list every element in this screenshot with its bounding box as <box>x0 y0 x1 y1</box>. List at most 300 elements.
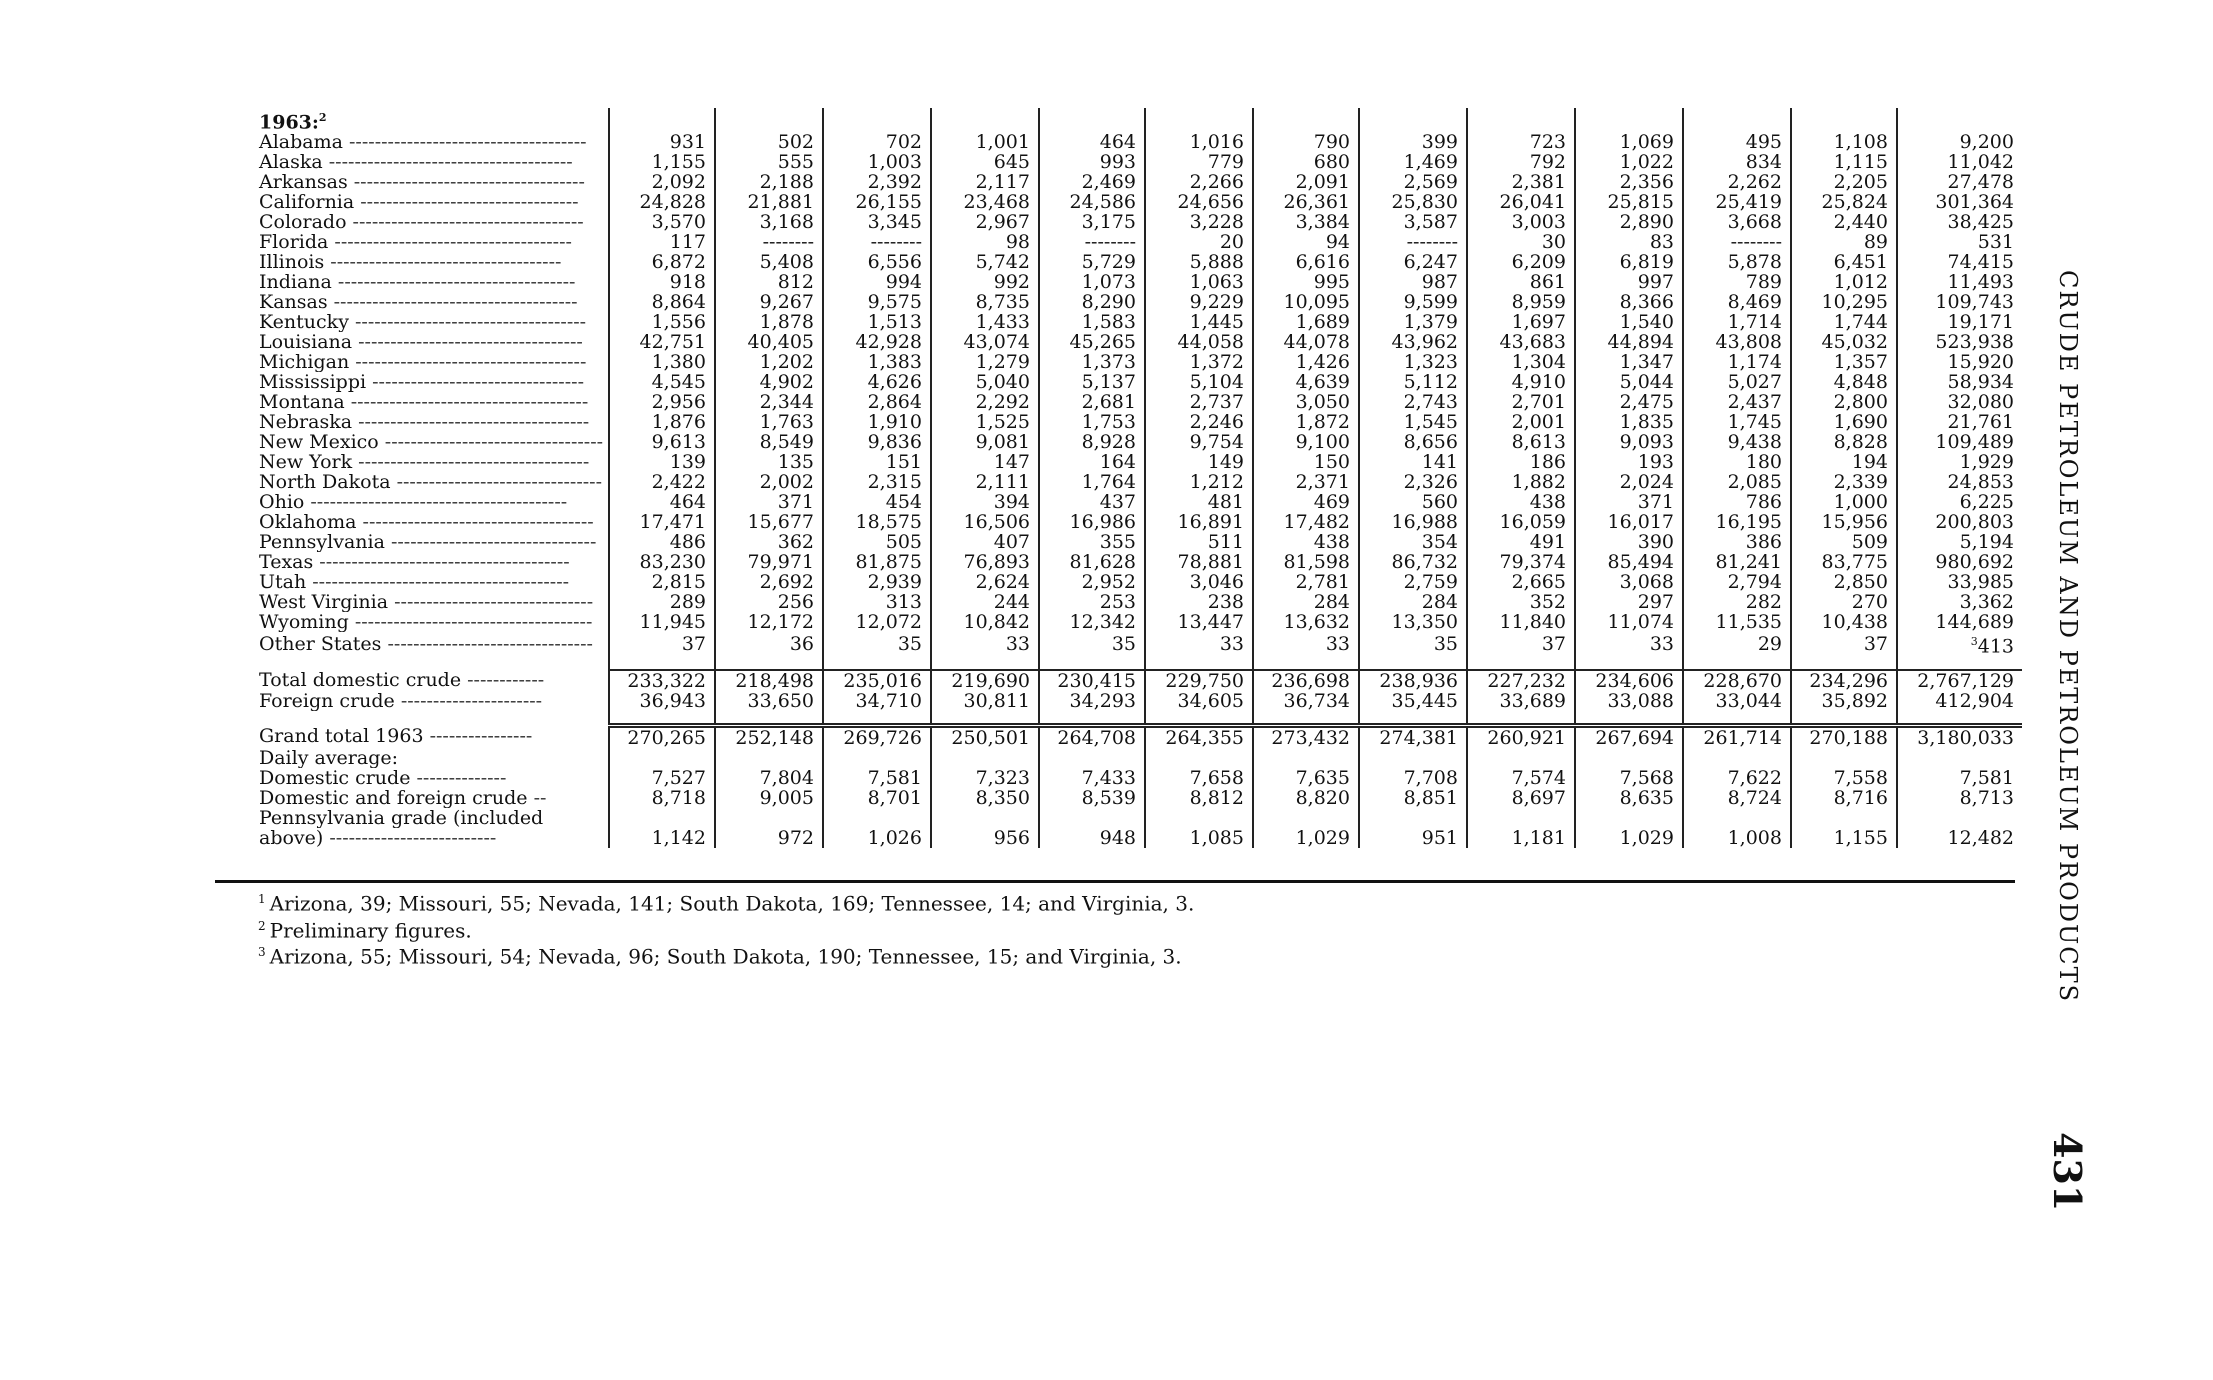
row-label-text: Alaska <box>259 152 323 173</box>
pennsylvania-grade-row-2 <box>215 828 2022 848</box>
table-cell <box>1897 748 2022 768</box>
table-cell: 218,498 <box>715 670 823 691</box>
table-cell: 2,956 <box>609 392 715 412</box>
table-cell: 412,904 <box>1897 691 2022 711</box>
table-cell: 486 <box>609 532 715 552</box>
table-cell: 19,171 <box>1897 312 2022 332</box>
table-cell: 230,415 <box>1039 670 1145 691</box>
table-cell: 4,848 <box>1791 372 1897 392</box>
table-cell: 4,626 <box>823 372 931 392</box>
dot-leader: --------------------------------------- <box>313 552 570 573</box>
table-cell: 58,934 <box>1897 372 2022 392</box>
row-label <box>215 828 609 848</box>
table-cell: 244 <box>931 592 1039 612</box>
table-cell: 29 <box>1683 632 1791 656</box>
table-cell: 35 <box>1039 632 1145 656</box>
table-cell: 117 <box>609 232 715 252</box>
table-cell: 2,890 <box>1575 212 1683 232</box>
table-cell: 8,735 <box>931 292 1039 312</box>
table-cell: 34,293 <box>1039 691 1145 711</box>
table-cell: 43,683 <box>1467 332 1575 352</box>
table-cell <box>1145 808 1253 828</box>
table-cell: 1,008 <box>1683 828 1791 848</box>
table-cell: 362 <box>715 532 823 552</box>
table-cell: 972 <box>715 828 823 848</box>
table-cell <box>1145 711 1253 726</box>
table-cell: 227,232 <box>1467 670 1575 691</box>
table-cell: 8,713 <box>1897 788 2022 808</box>
table-cell: 32,080 <box>1897 392 2022 412</box>
table-cell: 1,745 <box>1683 412 1791 432</box>
state-row <box>215 532 2022 552</box>
table-cell: 1,212 <box>1145 472 1253 492</box>
table-cell: 86,732 <box>1359 552 1467 572</box>
table-cell: 454 <box>823 492 931 512</box>
table-cell: 234,296 <box>1791 670 1897 691</box>
table-cell: 44,058 <box>1145 332 1253 352</box>
state-row <box>215 492 2022 512</box>
table-cell: 1,115 <box>1791 152 1897 172</box>
table-cell: 7,708 <box>1359 768 1467 788</box>
table-cell: 109,743 <box>1897 292 2022 312</box>
table-cell: 8,697 <box>1467 788 1575 808</box>
table-cell: 8,828 <box>1791 432 1897 452</box>
table-cell: 13,632 <box>1253 612 1359 632</box>
dot-leader: ------------------------------------- <box>342 132 587 153</box>
table-cell: 151 <box>823 452 931 472</box>
table-cell: 6,247 <box>1359 252 1467 272</box>
table-cell: 8,549 <box>715 432 823 452</box>
row-label <box>215 612 609 632</box>
table-cell: 9,754 <box>1145 432 1253 452</box>
table-cell: 3,046 <box>1145 572 1253 592</box>
state-row <box>215 192 2022 212</box>
table-cell <box>715 108 823 132</box>
state-row <box>215 432 2022 452</box>
table-cell: 1,753 <box>1039 412 1145 432</box>
row-label <box>215 108 609 132</box>
table-cell <box>1253 711 1359 726</box>
table-cell: 1,142 <box>609 828 715 848</box>
table-cell: 9,599 <box>1359 292 1467 312</box>
table-cell: 956 <box>931 828 1039 848</box>
table-cell: 147 <box>931 452 1039 472</box>
table-cell: 399 <box>1359 132 1467 152</box>
table-cell: 30 <box>1467 232 1575 252</box>
table-cell: 79,971 <box>715 552 823 572</box>
state-row <box>215 392 2022 412</box>
table-cell: 36 <box>715 632 823 656</box>
table-cell: 1,556 <box>609 312 715 332</box>
pennsylvania-grade-row <box>215 808 2022 828</box>
row-label-text: Illinois <box>259 252 325 273</box>
table-cell: 2,326 <box>1359 472 1467 492</box>
daily-domestic-row <box>215 768 2022 788</box>
dot-leader: ------------ <box>461 669 545 691</box>
table-cell <box>823 748 931 768</box>
state-row <box>215 272 2022 292</box>
table-cell: 35 <box>823 632 931 656</box>
table-cell: 26,155 <box>823 192 931 212</box>
table-cell: 25,830 <box>1359 192 1467 212</box>
table-cell: 35,445 <box>1359 691 1467 711</box>
table-cell: 495 <box>1683 132 1791 152</box>
table-cell: 35 <box>1359 632 1467 656</box>
table-cell: 1,347 <box>1575 352 1683 372</box>
foreign-crude-row <box>215 691 2022 711</box>
table-cell: 23,468 <box>931 192 1039 212</box>
table-cell: 180 <box>1683 452 1791 472</box>
table-cell: 33 <box>931 632 1039 656</box>
table-cell: 260,921 <box>1467 725 1575 748</box>
table-cell: 438 <box>1467 492 1575 512</box>
table-cell: 1,383 <box>823 352 931 372</box>
table-cell: 270,188 <box>1791 725 1897 748</box>
table-cell: 1,445 <box>1145 312 1253 332</box>
table-cell: 560 <box>1359 492 1467 512</box>
table-cell: 10,095 <box>1253 292 1359 312</box>
table-cell: 3,587 <box>1359 212 1467 232</box>
table-cell: 11,840 <box>1467 612 1575 632</box>
table-cell: 267,694 <box>1575 725 1683 748</box>
table-cell: 1,304 <box>1467 352 1575 372</box>
table-cell <box>931 748 1039 768</box>
table-cell: 523,938 <box>1897 332 2022 352</box>
table-cell: 9,438 <box>1683 432 1791 452</box>
table-cell: 6,872 <box>609 252 715 272</box>
table-cell <box>1253 108 1359 132</box>
table-cell: 2,469 <box>1039 172 1145 192</box>
table-cell: 1,323 <box>1359 352 1467 372</box>
table-cell: 5,027 <box>1683 372 1791 392</box>
row-label <box>215 392 609 412</box>
table-cell: 193 <box>1575 452 1683 472</box>
table-cell <box>1467 657 1575 670</box>
table-cell: 987 <box>1359 272 1467 292</box>
table-cell: 186 <box>1467 452 1575 472</box>
table-cell: -------- <box>823 232 931 252</box>
table-cell: -------- <box>715 232 823 252</box>
row-label <box>215 412 609 432</box>
table-cell: 256 <box>715 592 823 612</box>
daily-domestic-foreign-row <box>215 788 2022 808</box>
table-cell: 1,108 <box>1791 132 1897 152</box>
table-cell: 89 <box>1791 232 1897 252</box>
table-cell: 1,433 <box>931 312 1039 332</box>
table-cell: 235,016 <box>823 670 931 691</box>
table-cell: 371 <box>715 492 823 512</box>
table-cell: 74,415 <box>1897 252 2022 272</box>
table-cell: 3,228 <box>1145 212 1253 232</box>
table-cell: 17,482 <box>1253 512 1359 532</box>
table-cell: 6,225 <box>1897 492 2022 512</box>
table-cell: 9,005 <box>715 788 823 808</box>
table-cell: 2,392 <box>823 172 931 192</box>
table-cell: 2,437 <box>1683 392 1791 412</box>
table-cell: 1,279 <box>931 352 1039 372</box>
table-cell: 12,072 <box>823 612 931 632</box>
table-cell: 1,690 <box>1791 412 1897 432</box>
table-cell: 1,029 <box>1253 828 1359 848</box>
row-label-text: Kentucky <box>259 312 349 333</box>
table-cell: 236,698 <box>1253 670 1359 691</box>
state-row <box>215 592 2022 612</box>
table-cell <box>1359 657 1467 670</box>
table-cell: 7,527 <box>609 768 715 788</box>
table-cell: 8,718 <box>609 788 715 808</box>
table-cell: 194 <box>1791 452 1897 472</box>
table-cell: 301,364 <box>1897 192 2022 212</box>
table-cell: 1,174 <box>1683 352 1791 372</box>
table-cell: 5,888 <box>1145 252 1253 272</box>
table-cell: 9,267 <box>715 292 823 312</box>
grand-total-row <box>215 725 2022 748</box>
table-cell: 786 <box>1683 492 1791 512</box>
table-cell <box>1897 711 2022 726</box>
table-cell: 3,570 <box>609 212 715 232</box>
table-cell: 9,575 <box>823 292 931 312</box>
row-label <box>215 592 609 612</box>
table-cell: 1,835 <box>1575 412 1683 432</box>
dot-leader: --------------------------------- <box>366 372 584 393</box>
table-cell: 792 <box>1467 152 1575 172</box>
table-cell <box>1039 808 1145 828</box>
table-cell: 261,714 <box>1683 725 1791 748</box>
table-cell: 7,558 <box>1791 768 1897 788</box>
row-label <box>215 432 609 452</box>
table-cell: 7,581 <box>823 768 931 788</box>
total-domestic-row <box>215 670 2022 691</box>
row-label <box>215 768 609 788</box>
table-cell: 5,408 <box>715 252 823 272</box>
table-cell: 1,372 <box>1145 352 1253 372</box>
row-label <box>215 212 609 232</box>
table-cell: 931 <box>609 132 715 152</box>
table-cell <box>1575 748 1683 768</box>
row-label-text: North Dakota <box>259 472 391 493</box>
row-label <box>215 725 609 748</box>
table-cell: 702 <box>823 132 931 152</box>
table-cell: -------- <box>1039 232 1145 252</box>
table-cell: 994 <box>823 272 931 292</box>
row-label-text: Florida <box>259 232 329 253</box>
table-cell: 7,635 <box>1253 768 1359 788</box>
table-cell: 918 <box>609 272 715 292</box>
dot-leader: ---------------------------------- <box>378 432 604 453</box>
table-cell: 2,292 <box>931 392 1039 412</box>
table-cell: 289 <box>609 592 715 612</box>
table-cell <box>1359 808 1467 828</box>
table-cell: 2,743 <box>1359 392 1467 412</box>
table-cell: 9,613 <box>609 432 715 452</box>
table-cell: 238 <box>1145 592 1253 612</box>
table-cell: 233,322 <box>609 670 715 691</box>
table-cell <box>931 108 1039 132</box>
table-cell: 438 <box>1253 532 1359 552</box>
dot-leader: ---------------------------------- <box>354 192 579 213</box>
row-label-text: Total domestic crude <box>259 669 462 691</box>
table-cell <box>609 808 715 828</box>
row-label-text: Foreign crude <box>259 690 395 711</box>
table-cell <box>1253 657 1359 670</box>
table-cell: 1,929 <box>1897 452 2022 472</box>
dot-leader: -------------------------- <box>323 827 497 848</box>
row-label-text: Daily average: <box>259 747 399 768</box>
table-cell: 352 <box>1467 592 1575 612</box>
table-cell: 228,670 <box>1683 670 1791 691</box>
table-cell: 250,501 <box>931 725 1039 748</box>
table-cell <box>1683 748 1791 768</box>
table-cell <box>609 657 715 670</box>
table-cell: 33 <box>1575 632 1683 656</box>
row-label-text: Louisiana <box>259 332 353 353</box>
footnote-text: Preliminary figures. <box>269 918 472 943</box>
table-cell: 1,583 <box>1039 312 1145 332</box>
row-label-text: New York <box>259 452 353 473</box>
table-cell <box>1039 711 1145 726</box>
table-cell: 4,639 <box>1253 372 1359 392</box>
footnote-text: Arizona, 55; Missouri, 54; Nevada, 96; South Dakota, 190; Tennessee, 15; and Virginia, 3. <box>269 944 1182 969</box>
row-label <box>215 372 609 392</box>
row-label-text: Nebraska <box>259 412 353 433</box>
table-cell <box>1145 657 1253 670</box>
table-cell: 394 <box>931 492 1039 512</box>
table-cell: 354 <box>1359 532 1467 552</box>
production-table <box>215 108 2022 848</box>
table-cell: 2,939 <box>823 572 931 592</box>
row-label-text: Alabama <box>259 132 343 153</box>
table-bottom-rule <box>215 880 2015 883</box>
table-cell: 1,697 <box>1467 312 1575 332</box>
table-cell: 45,265 <box>1039 332 1145 352</box>
row-label <box>215 332 609 352</box>
table-cell: 464 <box>1039 132 1145 152</box>
table-cell: 502 <box>715 132 823 152</box>
table-cell: 1,882 <box>1467 472 1575 492</box>
dot-leader: -------------------------------------- <box>327 292 578 313</box>
dot-leader: ------------------------------------ <box>348 312 587 333</box>
table-cell: 10,295 <box>1791 292 1897 312</box>
table-cell: 1,085 <box>1145 828 1253 848</box>
table-cell: 1,073 <box>1039 272 1145 292</box>
table-cell <box>1467 748 1575 768</box>
state-row <box>215 512 2022 532</box>
table-cell: 1,876 <box>609 412 715 432</box>
table-cell: 511 <box>1145 532 1253 552</box>
table-cell: 20 <box>1145 232 1253 252</box>
table-cell <box>931 711 1039 726</box>
table-cell: 2,117 <box>931 172 1039 192</box>
table-cell: 109,489 <box>1897 432 2022 452</box>
row-label <box>215 552 609 572</box>
table-cell: 81,875 <box>823 552 931 572</box>
table-cell: 43,962 <box>1359 332 1467 352</box>
dot-leader: ------------------------------------- <box>344 392 589 413</box>
table-cell: 229,750 <box>1145 670 1253 691</box>
footnote-mark: 2 <box>258 918 266 933</box>
table-cell: 2,440 <box>1791 212 1897 232</box>
table-cell: 2,681 <box>1039 392 1145 412</box>
table-cell: 1,878 <box>715 312 823 332</box>
table-cell: 1,513 <box>823 312 931 332</box>
page-number-text: 431 <box>2045 1132 2090 1212</box>
table-cell: 8,716 <box>1791 788 1897 808</box>
table-cell: 33 <box>1253 632 1359 656</box>
table-cell: 9,100 <box>1253 432 1359 452</box>
table-cell: 9,836 <box>823 432 931 452</box>
table-cell: 7,622 <box>1683 768 1791 788</box>
dot-leader: ------------------------------------ <box>352 412 590 433</box>
row-label-text: Other States <box>259 633 382 656</box>
table-cell <box>1897 808 2022 828</box>
table-cell: 11,493 <box>1897 272 2022 292</box>
table-cell: 2,092 <box>609 172 715 192</box>
table-cell: 789 <box>1683 272 1791 292</box>
table-cell: 13,447 <box>1145 612 1253 632</box>
table-cell: 509 <box>1791 532 1897 552</box>
table-cell: 2,952 <box>1039 572 1145 592</box>
table-cell: 469 <box>1253 492 1359 512</box>
row-label <box>215 492 609 512</box>
table-cell: 371 <box>1575 492 1683 512</box>
table-cell: 144,689 <box>1897 612 2022 632</box>
row-label-text: Wyoming <box>259 612 349 633</box>
dot-leader: ------------------------------------- <box>331 272 576 293</box>
table-cell: 33,689 <box>1467 691 1575 711</box>
row-label <box>215 808 609 828</box>
table-cell: 30,811 <box>931 691 1039 711</box>
table-cell: 81,598 <box>1253 552 1359 572</box>
spacer-row <box>215 657 2022 670</box>
state-row <box>215 412 2022 432</box>
table-cell: 2,815 <box>609 572 715 592</box>
table-cell: 26,041 <box>1467 192 1575 212</box>
table-cell <box>823 657 931 670</box>
table-cell: 723 <box>1467 132 1575 152</box>
table-cell: 790 <box>1253 132 1359 152</box>
row-label <box>215 352 609 372</box>
table-cell: 8,724 <box>1683 788 1791 808</box>
table-cell: 2,188 <box>715 172 823 192</box>
row-label-text: Ohio <box>259 492 305 513</box>
table-cell <box>1575 108 1683 132</box>
table-cell: 2,800 <box>1791 392 1897 412</box>
dot-leader: ------------------------------- <box>388 592 594 613</box>
table-cell: 33 <box>1145 632 1253 656</box>
dot-leader: -------------------------------- <box>390 472 603 493</box>
table-cell: 997 <box>1575 272 1683 292</box>
table-cell <box>931 657 1039 670</box>
dot-leader: ------------------------------------ <box>324 252 562 273</box>
year-label: 1963: <box>259 111 319 133</box>
table-cell: 253 <box>1039 592 1145 612</box>
table-cell: 7,804 <box>715 768 823 788</box>
table-cell: 11,042 <box>1897 152 2022 172</box>
table-cell <box>1683 108 1791 132</box>
row-label <box>215 657 609 670</box>
table-cell: 7,581 <box>1897 768 2022 788</box>
dot-leader: ------------------------------------- <box>328 232 572 253</box>
table-cell: 83 <box>1575 232 1683 252</box>
table-cell: 1,069 <box>1575 132 1683 152</box>
table-cell: 7,568 <box>1575 768 1683 788</box>
table-cell: 7,433 <box>1039 768 1145 788</box>
row-label-text: Pennsylvania <box>259 532 385 553</box>
table-cell: 33,088 <box>1575 691 1683 711</box>
table-cell: 1,426 <box>1253 352 1359 372</box>
table-cell: 5,104 <box>1145 372 1253 392</box>
table-cell: 6,209 <box>1467 252 1575 272</box>
